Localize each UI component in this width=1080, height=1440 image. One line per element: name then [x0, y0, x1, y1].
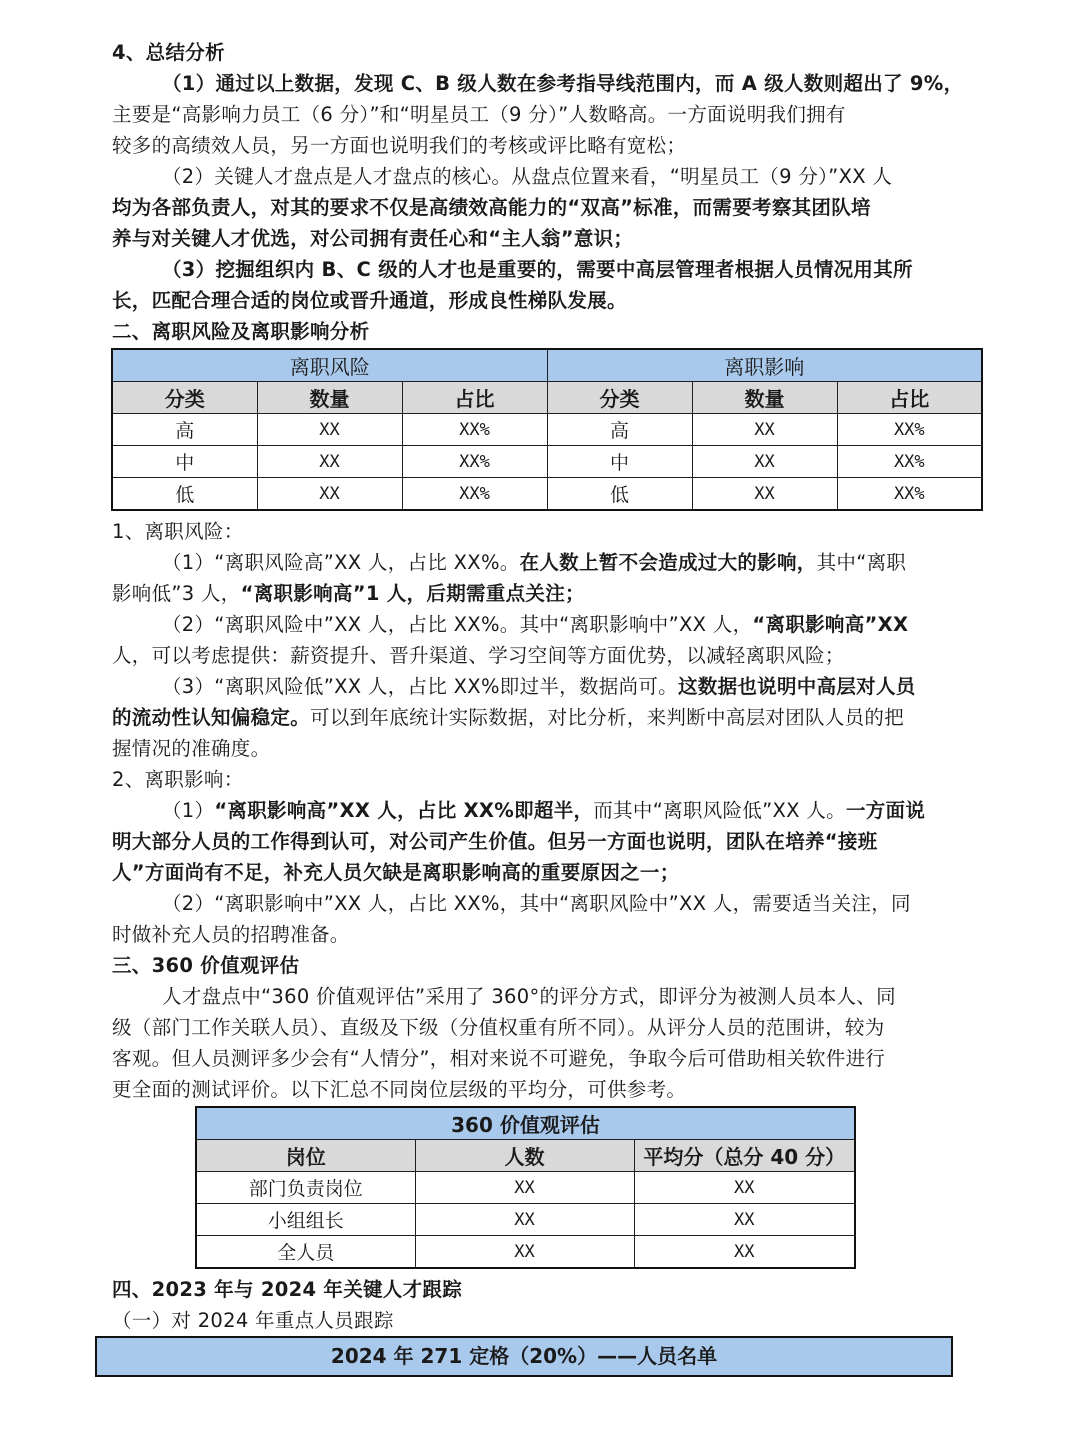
table-title-360: 360 价值观评估 — [196, 1107, 855, 1140]
table-cell: XX — [634, 1204, 855, 1236]
paragraph-line: 更全面的测试评价。以下汇总不同岗位层级的平均分，可供参考。 — [112, 1078, 687, 1101]
column-header: 占比 — [837, 382, 982, 414]
table-title-impact: 离职影响 — [547, 349, 982, 382]
paragraph-line: （1）通过以上数据，发现 C、B 级人数在参考指导线范围内，而 A 级人数则超出了 9%， — [162, 72, 964, 95]
paragraph-line: 客观。但人员测评多少会有“人情分”，相对来说不可避免，争取今后可借助相关软件进行 — [112, 1047, 886, 1070]
subsection-heading-2024: （一）对 2024 年重点人员跟踪 — [112, 1309, 394, 1332]
table-cell: 全人员 — [196, 1236, 415, 1269]
column-header: 岗位 — [196, 1140, 415, 1172]
table-cell: XX — [415, 1236, 634, 1269]
paragraph-line: 养与对关键人才优选，对公司拥有责任心和“主人翁”意识； — [112, 227, 634, 250]
table-cell: XX — [257, 478, 402, 511]
table-cell: XX — [692, 414, 837, 446]
table-row — [196, 1204, 855, 1236]
table-cell: XX% — [402, 446, 547, 478]
paragraph-line: （2）关键人才盘点是人才盘点的核心。从盘点位置来看，“明星员工（9 分）”XX 人 — [162, 165, 893, 188]
table-cell: 中 — [547, 446, 692, 478]
table-cell: XX — [257, 446, 402, 478]
paragraph-line: 的流动性认知偏稳定。可以到年底统计实际数据，对比分析，来判断中高层对团队人员的把 — [112, 706, 905, 729]
table-cell: XX — [415, 1204, 634, 1236]
column-header: 平均分（总分 40 分） — [634, 1140, 855, 1172]
table-row — [112, 446, 982, 478]
table-banner-row — [196, 1107, 855, 1140]
table-cell: XX — [415, 1172, 634, 1204]
table-cell: XX% — [837, 446, 982, 478]
table-cell: XX — [634, 1236, 855, 1269]
column-header: 数量 — [257, 382, 402, 414]
table-cell: XX% — [837, 478, 982, 511]
paragraph-line: 时做补充人员的招聘准备。 — [112, 923, 350, 946]
column-header: 数量 — [692, 382, 837, 414]
table-cell: 高 — [112, 414, 257, 446]
table-cell: XX — [692, 478, 837, 511]
section-heading-tracking: 四、2023 年与 2024 年关键人才跟踪 — [112, 1278, 463, 1301]
paragraph-line: （2）“离职影响中”XX 人，占比 XX%，其中“离职风险中”XX 人，需要适当关注，同 — [162, 892, 911, 915]
paragraph-line: （3）挖掘组织内 B、C 级的人才也是重要的，需要中高层管理者根据人员情况用其所 — [162, 258, 913, 281]
table-row — [112, 478, 982, 511]
section-heading-turnover: 二、离职风险及离职影响分析 — [112, 320, 370, 343]
table-cell: XX — [257, 414, 402, 446]
table-row — [196, 1236, 855, 1269]
table-cell: 高 — [547, 414, 692, 446]
table-banner-row — [112, 349, 982, 382]
table-cell: XX — [692, 446, 837, 478]
table-cell: 中 — [112, 446, 257, 478]
table-header-row — [112, 382, 982, 414]
table-row — [112, 414, 982, 446]
table-cell: 低 — [547, 478, 692, 511]
values-360-table — [195, 1106, 856, 1269]
paragraph-line: 级（部门工作关联人员）、直级及下级（分值权重有所不同）。从评分人员的范围讲，较为 — [112, 1016, 885, 1039]
paragraph-line: 握情况的准确度。 — [112, 737, 271, 760]
paragraph-line: 主要是“高影响力员工（6 分）”和“明星员工（9 分）”人数略高。一方面说明我们拥有 — [112, 103, 846, 126]
paragraph-line: 明大部分人员的工作得到认可，对公司产生价值。但另一方面也说明，团队在培养“接班 — [112, 830, 878, 853]
table-cell: XX% — [402, 478, 547, 511]
paragraph-line: （1）“离职影响高”XX 人，占比 XX%即超半，而其中“离职风险低”XX 人。一方面说 — [162, 799, 926, 822]
table-banner-2024-list: 2024 年 271 定格（20%）——人员名单 — [95, 1336, 953, 1377]
paragraph-line: 人才盘点中“360 价值观评估”采用了 360°的评分方式，即评分为被测人员本人、同 — [162, 985, 896, 1008]
column-header: 分类 — [112, 382, 257, 414]
table-title-risk: 离职风险 — [112, 349, 547, 382]
table-cell: 部门负责岗位 — [196, 1172, 415, 1204]
table-cell: 低 — [112, 478, 257, 511]
column-header: 人数 — [415, 1140, 634, 1172]
table-row — [196, 1172, 855, 1204]
table-cell: XX% — [837, 414, 982, 446]
column-header: 占比 — [402, 382, 547, 414]
section-heading-360: 三、360 价值观评估 — [112, 954, 300, 977]
turnover-risk-impact-table — [111, 348, 983, 511]
section-heading-summary: 4、总结分析 — [112, 41, 225, 64]
subsection-heading-impact: 2、离职影响： — [112, 768, 244, 791]
paragraph-line: 均为各部负责人，对其的要求不仅是高绩效高能力的“双高”标准，而需要考察其团队培 — [112, 196, 871, 219]
paragraph-line: 长，匹配合理合适的岗位或晋升通道，形成良性梯队发展。 — [112, 289, 627, 312]
paragraph-line: 影响低”3 人，“离职影响高”1 人，后期需重点关注； — [112, 582, 585, 605]
paragraph-line: 人”方面尚有不足，补充人员欠缺是离职影响高的重要原因之一； — [112, 861, 680, 884]
table-cell: 小组组长 — [196, 1204, 415, 1236]
paragraph-line: 较多的高绩效人员，另一方面也说明我们的考核或评比略有宽松； — [112, 134, 687, 157]
paragraph-line: （2）“离职风险中”XX 人，占比 XX%。其中“离职影响中”XX 人，“离职影响高”XX — [162, 613, 909, 636]
column-header: 分类 — [547, 382, 692, 414]
paragraph-line: （3）“离职风险低”XX 人，占比 XX%即过半，数据尚可。这数据也说明中高层对人员 — [162, 675, 916, 698]
table-header-row — [196, 1140, 855, 1172]
table-cell: XX — [634, 1172, 855, 1204]
table-cell: XX% — [402, 414, 547, 446]
paragraph-line: （1）“离职风险高”XX 人，占比 XX%。在人数上暂不会造成过大的影响，其中“离职 — [162, 551, 907, 574]
subsection-heading-risk: 1、离职风险： — [112, 520, 244, 543]
paragraph-line: 人，可以考虑提供：薪资提升、晋升渠道、学习空间等方面优势，以减轻离职风险； — [112, 644, 845, 667]
